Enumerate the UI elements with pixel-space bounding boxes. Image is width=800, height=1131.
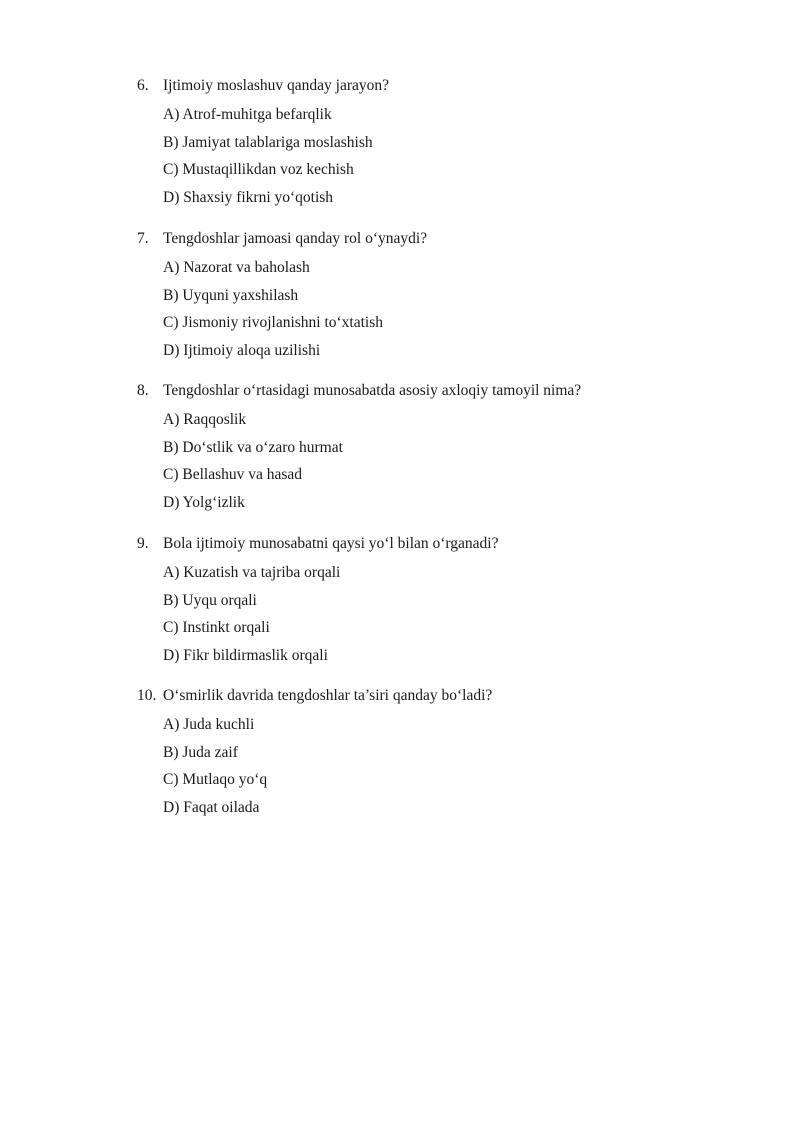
answer-option-b: B) Uyquni yaxshilash bbox=[163, 286, 299, 304]
question-line bbox=[137, 74, 757, 98]
answer-option-c: C) Mustaqillikdan voz kechish bbox=[163, 161, 354, 179]
question-line bbox=[137, 532, 757, 556]
answer-option-d: D) Shaxsiy fikrni yo‘qotish bbox=[163, 189, 334, 207]
question-number: 9. bbox=[137, 535, 149, 552]
answer-options bbox=[137, 406, 757, 517]
question-line bbox=[137, 684, 757, 708]
answer-option-d: D) Faqat oilada bbox=[163, 799, 260, 817]
question-number: 6. bbox=[137, 77, 149, 94]
question-text: Tengdoshlar o‘rtasidagi munosabatda asosiy axloqiy tamoyil nima? bbox=[163, 382, 582, 399]
answer-option-a: A) Juda kuchli bbox=[163, 716, 255, 733]
answer-option-d: D) Ijtimoiy aloqa uzilishi bbox=[163, 342, 321, 360]
question-text: Tengdoshlar jamoasi qanday rol o‘ynaydi? bbox=[163, 230, 428, 247]
question-6 bbox=[137, 74, 757, 212]
question-number: 7. bbox=[137, 230, 149, 247]
answer-options bbox=[137, 711, 757, 822]
answer-option-a: A) Nazorat va baholash bbox=[163, 259, 310, 276]
answer-option-a: A) Raqqoslik bbox=[163, 411, 247, 428]
answer-option-d: D) Fikr bildirmaslik orqali bbox=[163, 647, 328, 665]
question-line bbox=[137, 227, 757, 251]
answer-option-c: C) Instinkt orqali bbox=[163, 619, 270, 637]
answer-option-a: A) Atrof-muhitga befarqlik bbox=[163, 106, 332, 123]
answer-option-c: C) Jismoniy rivojlanishni to‘xtatish bbox=[163, 314, 384, 332]
answer-options bbox=[137, 254, 757, 365]
answer-option-a: A) Kuzatish va tajriba orqali bbox=[163, 564, 341, 581]
question-7 bbox=[137, 227, 757, 365]
question-8 bbox=[137, 379, 757, 517]
answer-option-b: B) Do‘stlik va o‘zaro hurmat bbox=[163, 438, 343, 456]
question-text: Ijtimoiy moslashuv qanday jarayon? bbox=[163, 77, 389, 94]
answer-option-c: C) Mutlaqo yo‘q bbox=[163, 771, 268, 789]
question-number: 10. bbox=[137, 687, 157, 704]
question-10 bbox=[137, 684, 757, 822]
question-text: O‘smirlik davrida tengdoshlar ta’siri qanday bo‘ladi? bbox=[163, 687, 493, 704]
answer-option-b: B) Uyqu orqali bbox=[163, 591, 257, 609]
answer-options bbox=[137, 101, 757, 212]
question-9 bbox=[137, 532, 757, 670]
question-number: 8. bbox=[137, 382, 149, 399]
question-line bbox=[137, 379, 757, 403]
question-text: Bola ijtimoiy munosabatni qaysi yo‘l bilan o‘rganadi? bbox=[163, 535, 499, 552]
answer-option-c: C) Bellashuv va hasad bbox=[163, 466, 303, 484]
answer-options bbox=[137, 559, 757, 670]
answer-option-b: B) Jamiyat talablariga moslashish bbox=[163, 133, 373, 151]
answer-option-b: B) Juda zaif bbox=[163, 743, 238, 761]
answer-option-d: D) Yolg‘izlik bbox=[163, 494, 245, 512]
